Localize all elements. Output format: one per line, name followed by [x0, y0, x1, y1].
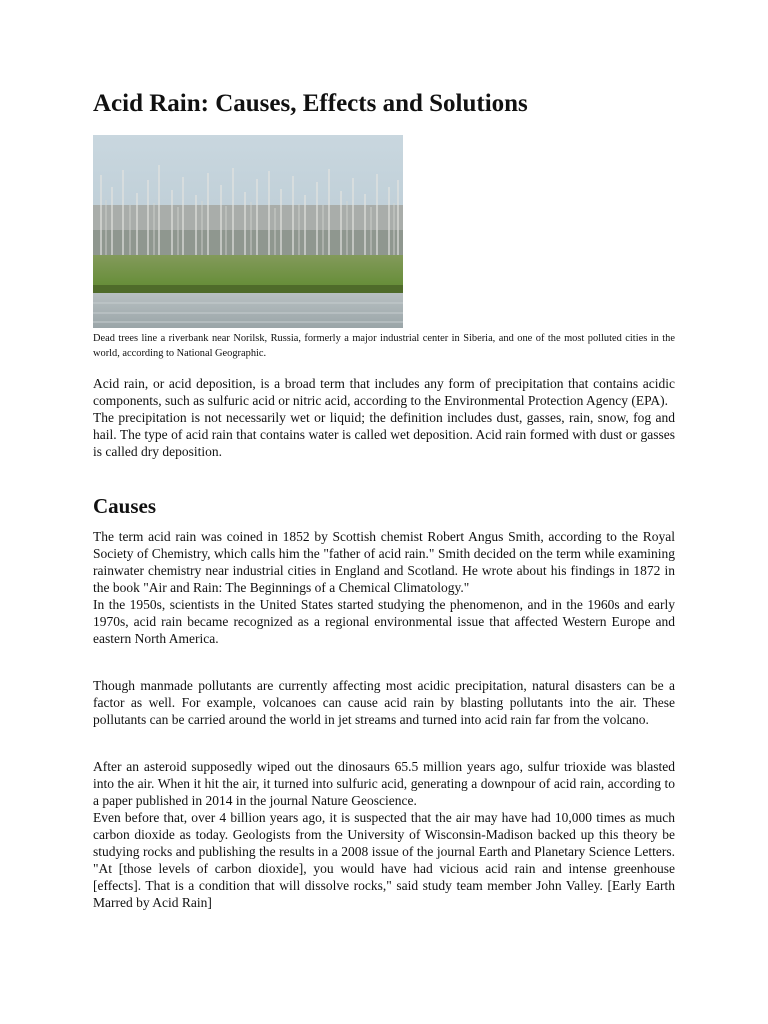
intro-section: [93, 375, 675, 460]
paragraph: The term acid rain was coined in 1852 by Scottish chemist Robert Angus Smith, according to the Royal Society of Chemistry, which calls him the "father of acid rain." Smith decided on the term while examining rainwater chemistry near industrial cities in England and Scotland. He wrote about his findings in 1872 in the book "Air and Rain: The Beginnings of a Chemical Climatology.": [93, 529, 675, 595]
image-caption: Dead trees line a riverbank near Norilsk, Russia, formerly a major industrial center in Siberia, and one of the most polluted cities in the world, according to National Geographic.: [93, 333, 675, 359]
paragraph: Though manmade pollutants are currently affecting most acidic precipitation, natural disasters can be a factor as well. For example, volcanoes can cause acid rain by blasting pollutants into the air. These pollutants can be carried around the world in jet streams and turned into acid rain far from the volcano.: [93, 678, 675, 727]
photo-illustration: [93, 135, 403, 328]
paragraph: Acid rain, or acid deposition, is a broad term that includes any form of precipitation that contains acidic components, such as sulfuric acid or nitric acid, according to the Environmental Protection Agency (EPA).: [93, 376, 675, 408]
causes-block-3: [93, 758, 675, 911]
causes-block-2: [93, 677, 675, 728]
paragraph: After an asteroid supposedly wiped out the dinosaurs 65.5 million years ago, sulfur trioxide was blasted into the air. When it hit the air, it turned into sulfuric acid, generating a downpour of acid rain, according to a paper published in 2014 in the journal Nature Geoscience.: [93, 759, 675, 808]
paragraph: The precipitation is not necessarily wet or liquid; the definition includes dust, gasses, rain, snow, fog and hail. The type of acid rain that contains water is called wet deposition. Acid rain formed with dust or gasses is called dry deposition.: [93, 410, 675, 459]
section-heading-causes: Causes: [93, 494, 157, 518]
page-title: Acid Rain: Causes, Effects and Solutions: [93, 90, 528, 117]
photo-dead-trees-riverbank: [93, 135, 403, 328]
paragraph: Even before that, over 4 billion years ago, it is suspected that the air may have had 10,000 times as much carbon dioxide as today. Geologists from the University of Wisconsin-Madison backed up this theory be studying rocks and publishing the results in a 2008 issue of the journal Earth and Planetary Science Letters. "At [those levels of carbon dioxide], you would have had vicious acid rain and intense greenhouse [effects]. That is a condition that will dissolve rocks," said study team member John Valley. [Early Earth Marred by Acid Rain]: [93, 810, 675, 910]
causes-block-1: [93, 528, 675, 647]
paragraph: In the 1950s, scientists in the United States started studying the phenomenon, and in the 1960s and early 1970s, acid rain became recognized as a regional environmental issue that affected Western Europe and eastern North America.: [93, 597, 675, 646]
